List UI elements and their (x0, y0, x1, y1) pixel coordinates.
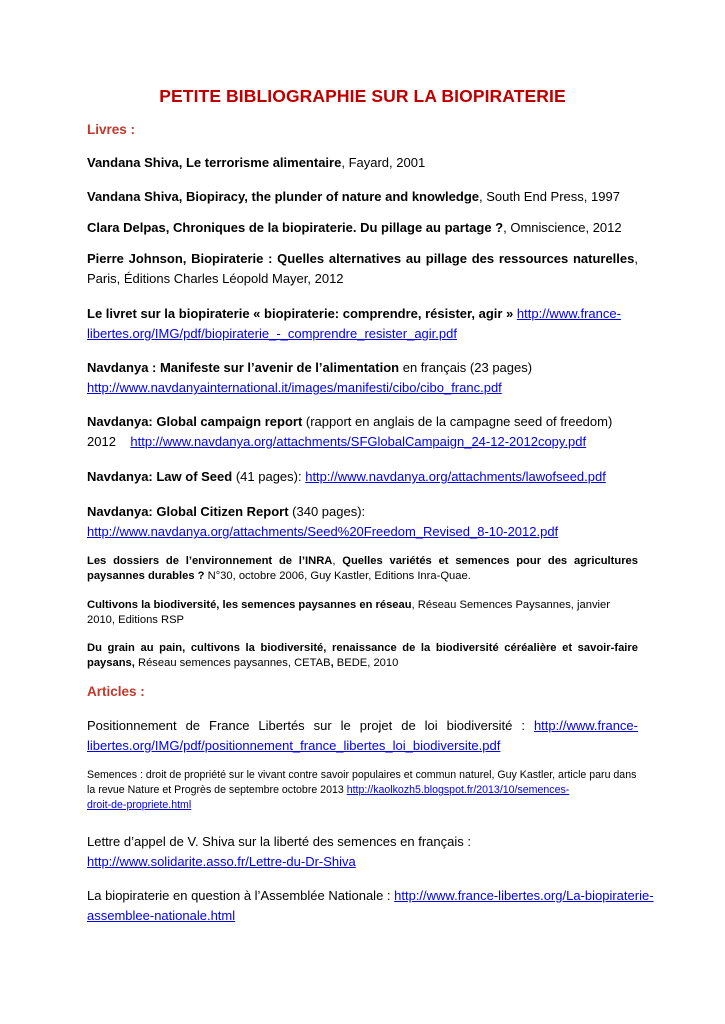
navdanya-campaign-title: Navdanya: Global campaign report (87, 414, 303, 429)
navdanya-manifeste-link[interactable]: http://www.navdanyainternational.it/images/manifesti/cibo/cibo_franc.pdf (87, 380, 502, 395)
book-title: Pierre Johnson, Biopiraterie : Quelles alternatives au pillage des ressources naturelles (87, 251, 635, 266)
inra-title: Quelles variétés et semences pour des agricultures paysannes durables ? (87, 555, 638, 582)
navdanya-campaign-details: (rapport en anglais de la campagne seed of freedom) (302, 414, 613, 429)
inra-separator: , (332, 555, 343, 567)
article-assemblee (87, 886, 654, 926)
book-details: , Paris, Éditions Charles Léopold Mayer, 2012 (87, 251, 638, 286)
book-title: Vandana Shiva, Biopiracy, the plunder of nature and knowledge (87, 189, 479, 204)
navdanya-law-title: Navdanya: Law of Seed (87, 469, 233, 484)
article-semences-text: Semences : droit de propriété sur le vivant contre savoir populaires et commun naturel, Guy Kastler, article paru dans la revue Nature et Progrès de septembre octobre 2013 (87, 769, 637, 796)
book-details: , Omniscience, 2012 (503, 220, 622, 235)
book-title: Vandana Shiva, Le terrorisme alimentaire (87, 155, 342, 170)
book-entry-1 (87, 153, 638, 173)
article-lettre-link[interactable]: http://www.solidarite.asso.fr/Lettre-du-Dr-Shiva (87, 854, 356, 869)
grain-details-end: BEDE, 2010 (333, 656, 399, 669)
cultivons-details: , Réseau Semences Paysannes, janvier 2010, Editions RSP (87, 599, 610, 626)
article-assemblee-link-continued[interactable]: assemblee-nationale.html (87, 908, 236, 923)
livres-heading: Livres : (87, 122, 136, 137)
navdanya-manifeste-details: en français (23 pages) (399, 360, 533, 375)
livret-link[interactable]: http://www.france- (516, 306, 621, 321)
navdanya-citizen-title: Navdanya: Global Citizen Report (87, 504, 289, 519)
inra-entry (87, 554, 638, 583)
book-entry-2 (87, 187, 638, 207)
navdanya-law-details: (41 pages): (232, 469, 306, 484)
inra-details: N°30, octobre 2006, Guy Kastler, Editions Inra-Quae. (204, 569, 471, 582)
grain-title: Du grain au pain, cultivons la biodiversité, renaissance de la biodiversité céréalière et savoir-faire paysans, (87, 642, 638, 669)
article-positionnement (87, 716, 638, 756)
navdanya-citizen-entry (87, 502, 638, 542)
navdanya-law-link[interactable]: http://www.navdanya.org/attachments/lawofseed.pdf (305, 469, 606, 484)
grain-entry (87, 641, 638, 670)
book-title: Clara Delpas, Chroniques de la biopiraterie. Du pillage au partage ? (87, 220, 504, 235)
livret-entry (87, 304, 638, 344)
article-lettre (87, 832, 638, 872)
article-positionnement-link-continued[interactable]: libertes.org/IMG/pdf/positionnement_france_libertes_loi_biodiversite.pdf (87, 738, 501, 753)
cultivons-entry (87, 598, 638, 627)
navdanya-manifeste-entry (87, 358, 638, 398)
article-lettre-text: Lettre d’appel de V. Shiva sur la liberté des semences en français : (87, 834, 471, 849)
navdanya-campaign-entry (87, 412, 638, 452)
article-assemblee-text: La biopiraterie en question à l’Assemblée Nationale : (87, 888, 395, 903)
navdanya-manifeste-title: Navdanya : Manifeste sur l’avenir de l’alimentation (87, 360, 400, 375)
navdanya-campaign-year: 2012 (87, 434, 116, 449)
book-entry-3 (87, 218, 638, 238)
livret-link-continued[interactable]: libertes.org/IMG/pdf/biopiraterie_-_comprendre_resister_agir.pdf (87, 326, 457, 341)
page-title: PETITE BIBLIOGRAPHIE SUR LA BIOPIRATERIE (159, 86, 566, 106)
grain-details: Réseau semences paysannes, CETAB (134, 656, 331, 669)
navdanya-campaign-link[interactable]: http://www.navdanya.org/attachments/SFGlobalCampaign_24-12-2012copy.pdf (130, 434, 587, 449)
article-positionnement-link[interactable]: http://www.france- (533, 718, 638, 733)
grain-comma: , (330, 656, 334, 669)
book-details: , South End Press, 1997 (479, 189, 620, 204)
book-entry-4 (87, 249, 638, 289)
navdanya-citizen-details: (340 pages): (288, 504, 366, 519)
article-semences (87, 768, 638, 813)
inra-series: Les dossiers de l’environnement de l’INRA (87, 555, 333, 567)
article-semences-link[interactable]: http://kaolkozh5.blogspot.fr/2013/10/semences- (346, 784, 570, 796)
navdanya-law-entry (87, 467, 638, 487)
navdanya-citizen-link[interactable]: http://www.navdanya.org/attachments/Seed%20Freedom_Revised_8-10-2012.pdf (87, 524, 559, 539)
article-semences-link-continued[interactable]: droit-de-propriete.html (87, 799, 192, 811)
cultivons-title: Cultivons la biodiversité, les semences paysannes en réseau (87, 599, 412, 611)
articles-heading: Articles : (87, 684, 145, 699)
article-assemblee-link[interactable]: http://www.france-libertes.org/La-biopiraterie- (394, 888, 654, 903)
book-details: , Fayard, 2001 (341, 155, 426, 170)
livret-title: Le livret sur la biopiraterie « biopiraterie: comprendre, résister, agir » (87, 306, 514, 321)
article-positionnement-text: Positionnement de France Libertés sur le projet de loi biodiversité : (87, 718, 534, 733)
